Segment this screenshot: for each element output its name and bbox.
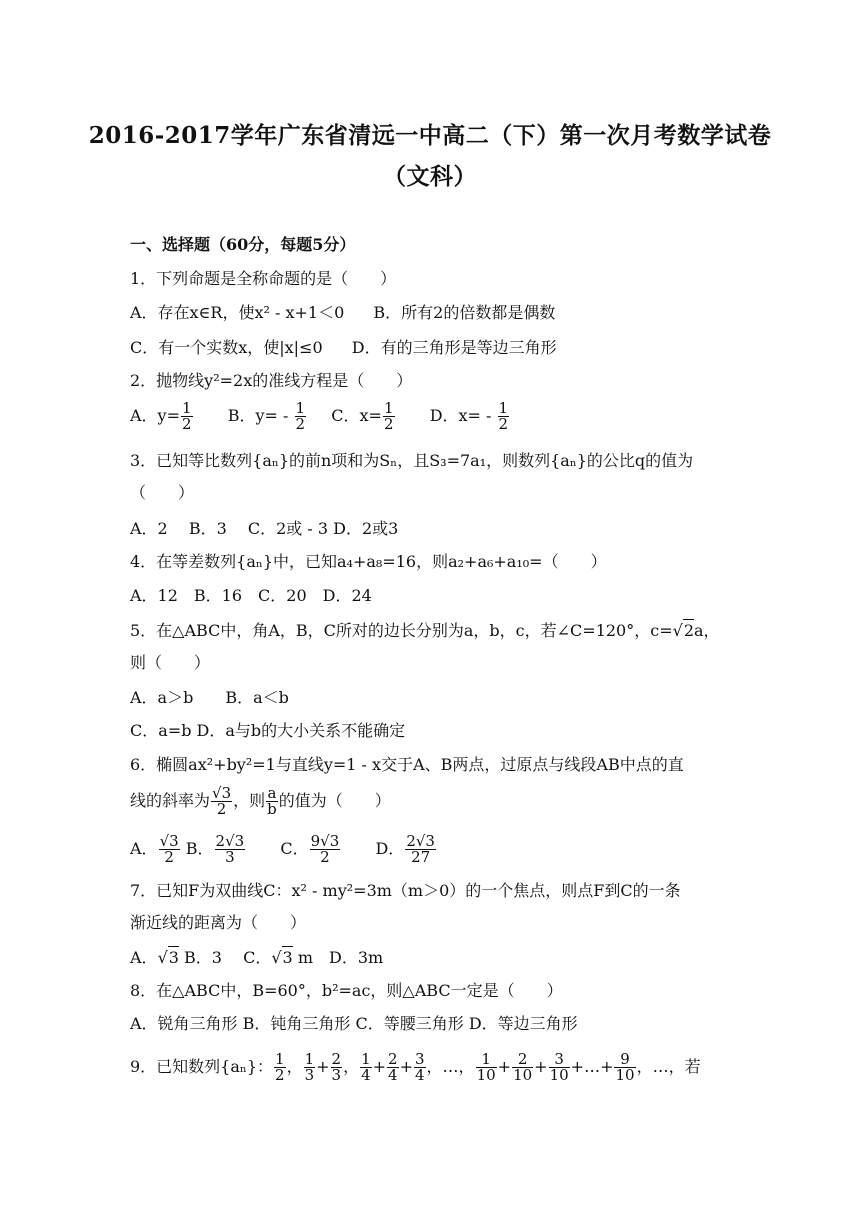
fraction: $\frac{1}{2}$: [383, 399, 394, 433]
fraction: $\frac{1}{2}$: [182, 399, 192, 433]
option-a: A．存在x∈R，使x² - x+1＜0: [130, 303, 345, 322]
option-c: C．: [280, 839, 309, 858]
question-1-options-ab: [130, 302, 555, 324]
question-7-stem: 7．已知F为双曲线C：x² - my²=3m（m＞0）的一个焦点，则点F到C的一条: [130, 881, 681, 900]
question-4-stem: 4．在等差数列{aₙ}中，已知a₄+a₈=16，则a₂+a₆+a₁₀=（ ）: [130, 552, 607, 571]
question-6-stem: 6．椭圆ax²+by²=1与直线y=1 - x交于A、B两点，过原点与线段AB中点的直: [130, 755, 684, 774]
question-3-stem: 3．已知等比数列{aₙ}的前n项和为Sₙ，且S₃=7a₁，则数列{aₙ}的公比q的值为: [130, 451, 694, 470]
option-b: B．所有2的倍数都是偶数: [373, 303, 556, 322]
question-8-stem: 8．在△ABC中，B=60°，b²=ac，则△ABC一定是（ ）: [130, 981, 563, 1000]
question-3-cont: （ ）: [130, 483, 195, 502]
option-a: A．: [130, 839, 158, 858]
exam-subtitle: （文科）: [383, 163, 477, 190]
question-8-options: A．锐角三角形 B．钝角三角形 C．等腰三角形 D．等边三角形: [130, 1014, 578, 1033]
sqrt-expression: √2: [672, 621, 694, 640]
question-5-options-cd: C．a=b D．a与b的大小关系不能确定: [130, 721, 406, 740]
question-9-stem: 9．已知数列{aₙ}： $\frac{1}{2}$ ， $\frac{1}{3}$ + $\frac{2}{3}$ ， $\frac{1}{4}$ + $\frac{2}{4}$ + $\frac{3}{4}$ ，…， $\frac{1}{10}$ + $\frac{2}{10}$ + $\frac{3}{10}$ +…+ $\frac{9}{10}$ ，…，若: [130, 1050, 701, 1084]
fraction: $\frac{1}{2}$: [295, 399, 306, 433]
question-3-options: A．2 B．3 C．2或 - 3 D．2或3: [130, 519, 399, 538]
section-heading: 一、选择题（60分，每题5分）: [130, 235, 356, 254]
option-a: A．y=: [130, 406, 181, 425]
question-7-options: A．√3 B．3 C．√3 m D．3m: [130, 948, 384, 967]
fraction: $\frac{a}{b}$: [267, 784, 277, 818]
fraction: $\frac{1}{2}$: [498, 399, 509, 433]
option-c: C．有一个实数x，使|x|≤0: [130, 338, 323, 357]
option-d: D．: [375, 839, 405, 858]
question-6-cont: 线的斜率为 $\frac{√3}{2}$ ，则 $\frac{a}{b}$ 的值为（ ）: [130, 784, 391, 818]
option-b: B．y= -: [227, 406, 294, 425]
fraction: $\frac{√3}{2}$: [212, 784, 232, 818]
question-7-cont: 渐近线的距离为（ ）: [130, 913, 307, 932]
question-2-options: [130, 401, 510, 432]
question-1-options-cd: [130, 337, 557, 359]
question-6-options: A． $\frac{√3}{2}$ B． $\frac{2√3}{3}$ C． $\frac{9√3}{2}$ D． $\frac{2√3}{27}$: [130, 832, 435, 866]
option-d: D．x= -: [429, 406, 497, 425]
question-1-stem: 1．下列命题是全称命题的是（ ）: [130, 269, 397, 288]
sqrt-expression: √3: [157, 948, 179, 967]
option-b: B．: [185, 839, 214, 858]
question-5-options-ab: A．a＞b B．a＜b: [130, 688, 289, 707]
option-c: C．x=: [331, 406, 382, 425]
exam-title: 2016-2017学年广东省清远一中高二（下）第一次月考数学试卷: [88, 122, 772, 149]
question-4-options: A．12 B．16 C．20 D．24: [130, 586, 372, 605]
sqrt-expression: √3: [271, 948, 293, 967]
question-5-cont: 则（ ）: [130, 653, 211, 672]
question-5-stem: 5．在△ABC中，角A，B，C所对的边长分别为a，b，c，若∠C=120°，c=√2a，: [130, 621, 720, 640]
question-2-stem: 2．抛物线y²=2x的准线方程是（ ）: [130, 371, 413, 390]
option-d: D．有的三角形是等边三角形: [351, 338, 557, 357]
